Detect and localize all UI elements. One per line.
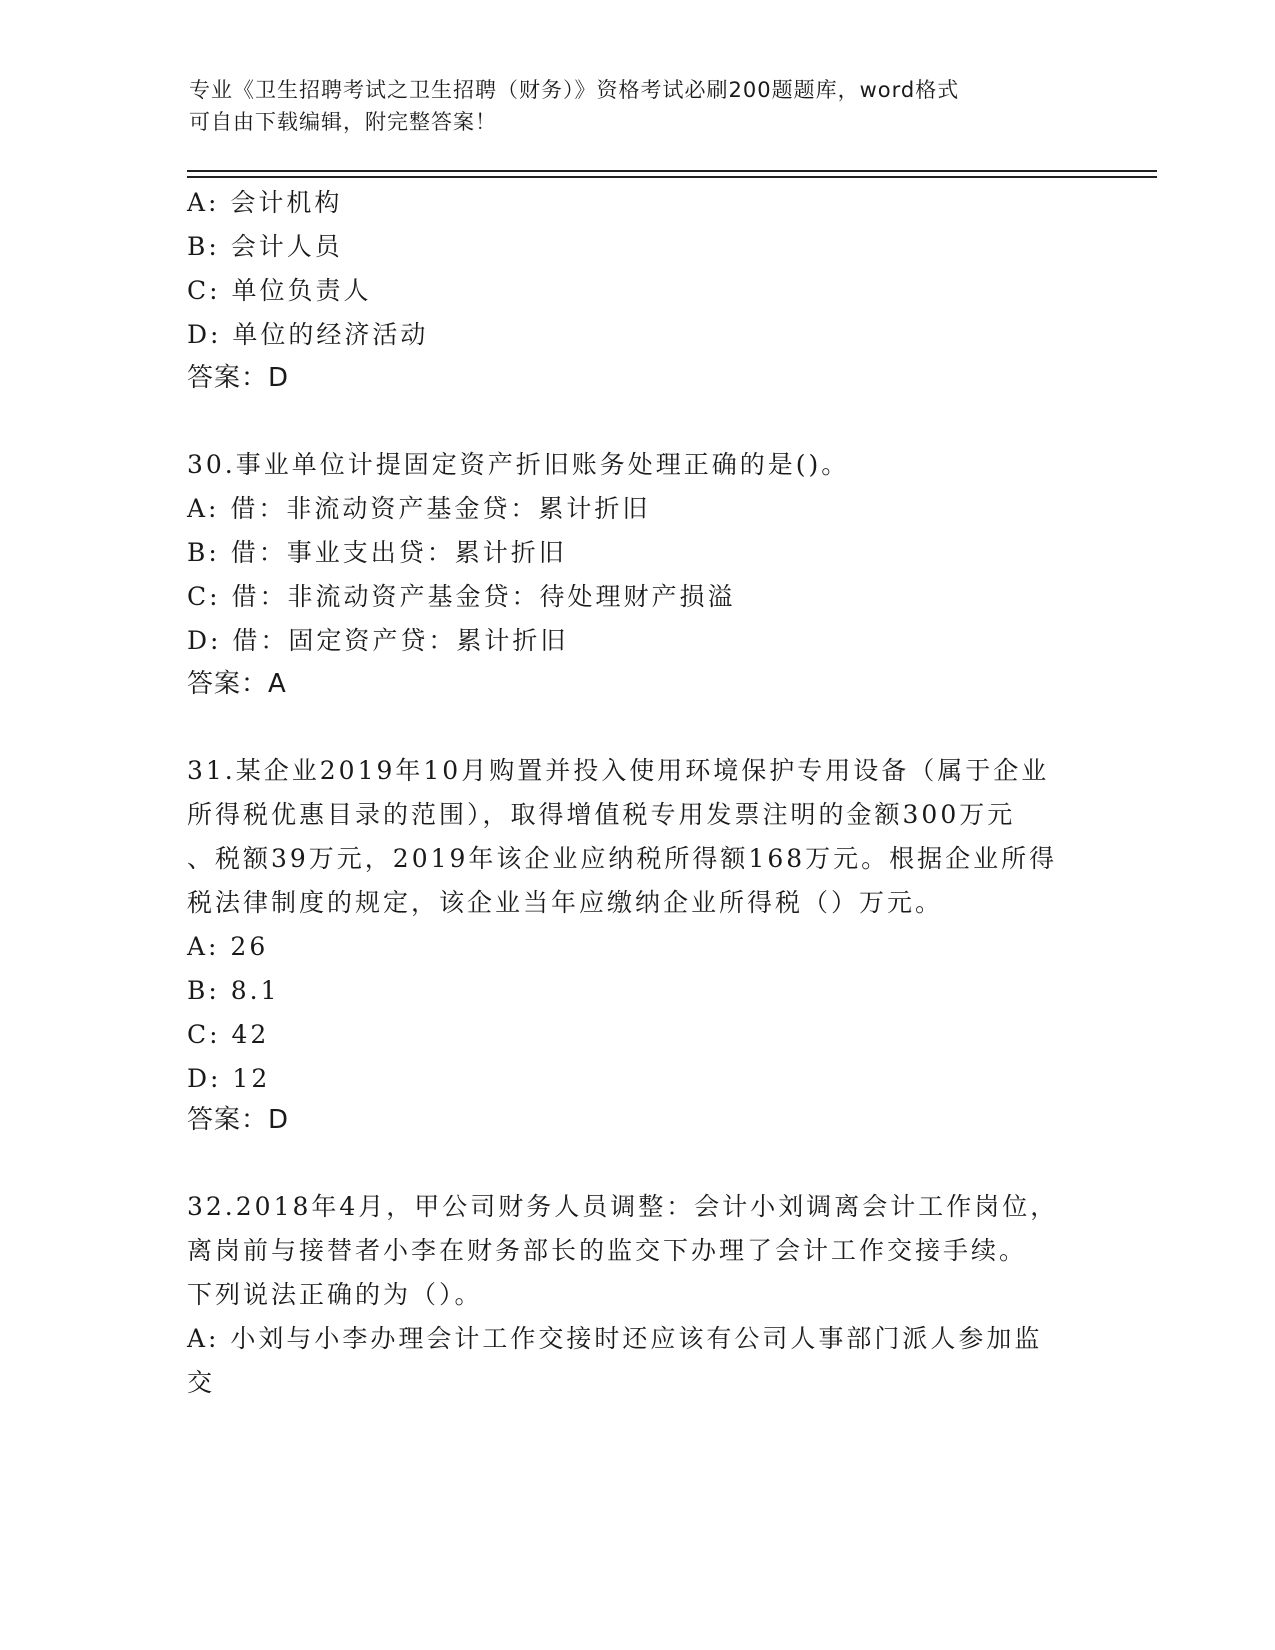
q30-option-b: B: 借：事业支出贷：累计折旧 — [187, 538, 567, 567]
q30-option-c: C: 借：非流动资产基金贷：待处理财产损溢 — [187, 582, 736, 611]
q31-stem-line-2: 所得税优惠目录的范围），取得增值税专用发票注明的金额300万元 — [187, 800, 1016, 829]
q31-option-a: A: 26 — [187, 932, 269, 961]
q31-answer: 答案：D — [187, 1105, 290, 1135]
q32-stem-line-2: 离岗前与接替者小李在财务部长的监交下办理了会计工作交接手续。 — [187, 1236, 1028, 1265]
q32-stem-line-1: 32.2018年4月，甲公司财务人员调整：会计小刘调离会计工作岗位， — [187, 1192, 1059, 1221]
q31-option-c: C: 42 — [187, 1020, 270, 1049]
q30-option-d: D: 借：固定资产贷：累计折旧 — [187, 626, 569, 655]
q31-option-d: D: 12 — [187, 1064, 271, 1093]
document-header — [189, 74, 1089, 138]
q31-option-b: B: 8.1 — [187, 976, 280, 1005]
q32-option-a-line-2: 交 — [187, 1368, 216, 1397]
q30-stem: 30.事业单位计提固定资产折旧账务处理正确的是()。 — [187, 450, 850, 479]
header-divider-top — [187, 170, 1157, 172]
q29-option-c: C: 单位负责人 — [187, 276, 372, 305]
q31-stem-line-3: 、税额39万元，2019年该企业应纳税所得额168万元。根据企业所得 — [187, 844, 1058, 873]
header-line-2: 可自由下载编辑，附完整答案！ — [189, 110, 497, 134]
q32-stem-line-3: 下列说法正确的为（）。 — [187, 1280, 483, 1309]
q30-option-a: A: 借：非流动资产基金贷：累计折旧 — [187, 494, 651, 523]
q29-option-a: A: 会计机构 — [187, 188, 343, 217]
q29-option-d: D: 单位的经济活动 — [187, 320, 429, 349]
q29-option-b: B: 会计人员 — [187, 232, 343, 261]
q31-stem-line-4: 税法律制度的规定，该企业当年应缴纳企业所得税（）万元。 — [187, 888, 944, 917]
header-divider-bottom — [187, 176, 1157, 178]
header-line-1: 专业《卫生招聘考试之卫生招聘（财务）》资格考试必刷200题题库，word格式 — [189, 78, 960, 102]
q32-option-a-line-1: A: 小刘与小李办理会计工作交接时还应该有公司人事部门派人参加监 — [187, 1324, 1043, 1353]
q30-answer: 答案：A — [187, 669, 287, 699]
q29-answer: 答案：D — [187, 363, 290, 393]
q31-stem-line-1: 31.某企业2019年10月购置并投入使用环境保护专用设备（属于企业 — [187, 756, 1050, 785]
